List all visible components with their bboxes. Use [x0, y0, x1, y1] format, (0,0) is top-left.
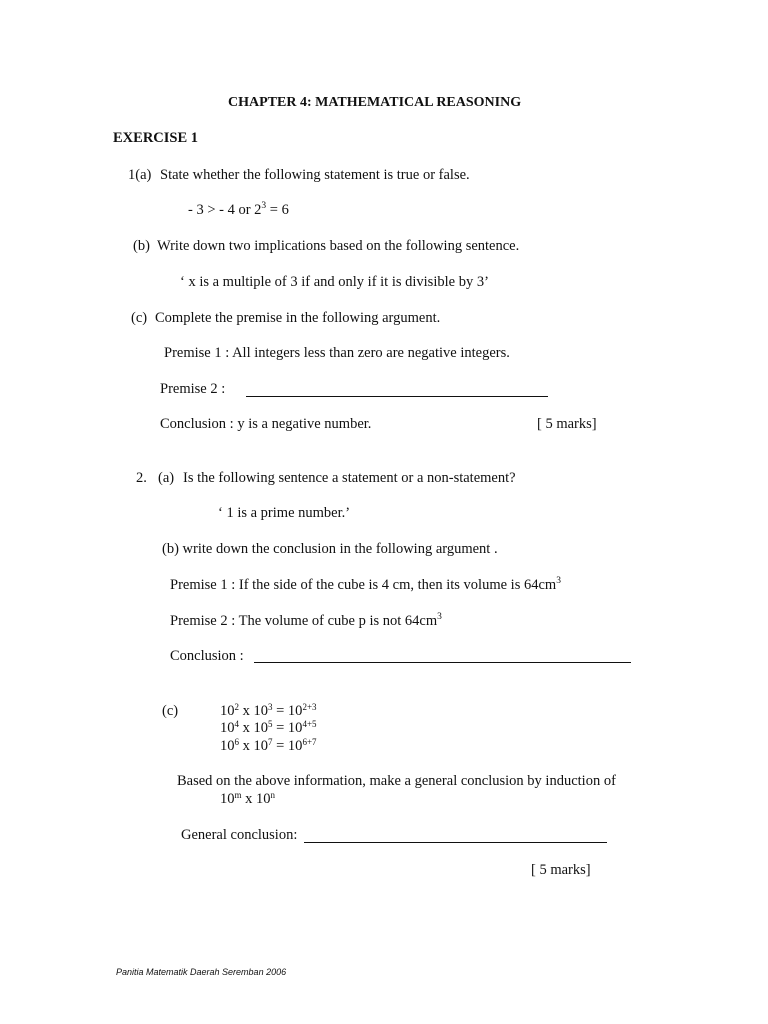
page-title: CHAPTER 4: MATHEMATICAL REASONING — [228, 95, 522, 110]
q1c-prompt: Complete the premise in the following argument. — [155, 310, 441, 326]
q1-marks: [ 5 marks] — [537, 416, 597, 432]
q2c-line-2: $10^4$ x $10^5 = 10^{4+5}$ — [220, 719, 317, 736]
q2c-general-conclusion-answer-line[interactable] — [304, 842, 607, 843]
q1c-premise-1: Premise 1 : All integers less than zero are negative integers. — [164, 345, 510, 361]
q1c-conclusion: Conclusion : y is a negative number. — [160, 416, 372, 432]
q1c-label: (c) — [131, 310, 148, 326]
q2a-sentence: ‘ 1 is a prime number.’ — [218, 505, 351, 521]
q1b-label: (b) — [133, 238, 150, 254]
exercise-heading: EXERCISE 1 — [113, 130, 199, 146]
q2a-label: (a) — [158, 470, 175, 486]
q2-number: 2. — [136, 470, 147, 486]
q1a-expression: - 3 > - 4 or $2^3 = 6$ — [188, 201, 289, 218]
q1c-premise-2-answer-line[interactable] — [246, 396, 548, 397]
page-footer: Panitia Matematik Daerah Seremban 2006 — [116, 967, 287, 977]
q1b-prompt: Write down two implications based on the following sentence. — [157, 238, 520, 254]
q2b-premise-1: Premise 1 : If the side of the cube is 4 cm, then its volume is $64cm^3$ — [170, 576, 561, 593]
q2-marks: [ 5 marks] — [531, 862, 591, 878]
q2c-instruction: Based on the above information, make a general conclusion by induction of — [177, 773, 616, 789]
q2c-line-3: $10^6$ x $10^7 = 10^{6+7}$ — [220, 737, 317, 754]
q2c-general-conclusion-label: General conclusion: — [181, 827, 298, 843]
q2c-label: (c) — [162, 703, 179, 719]
q2b-prompt: (b) write down the conclusion in the following argument . — [162, 541, 498, 557]
q2b-premise-2: Premise 2 : The volume of cube p is not $64cm^3$ — [170, 612, 442, 629]
q1c-premise-2-label: Premise 2 : — [160, 381, 226, 397]
q1b-sentence: ‘ x is a multiple of 3 if and only if it is divisible by 3’ — [180, 274, 489, 290]
q2b-conclusion-answer-line[interactable] — [254, 662, 631, 663]
q2c-general-expression: 10$^m$ x 10$^n$ — [220, 790, 276, 807]
q2c-line-1: $10^2$ x $10^3 = 10^{2+3}$ — [220, 702, 317, 719]
q1a-prompt: State whether the following statement is true or false. — [160, 167, 470, 183]
q2b-conclusion-label: Conclusion : — [170, 648, 244, 664]
q1a-number: 1(a) — [128, 167, 152, 183]
q2a-prompt: Is the following sentence a statement or a non-statement? — [183, 470, 516, 486]
